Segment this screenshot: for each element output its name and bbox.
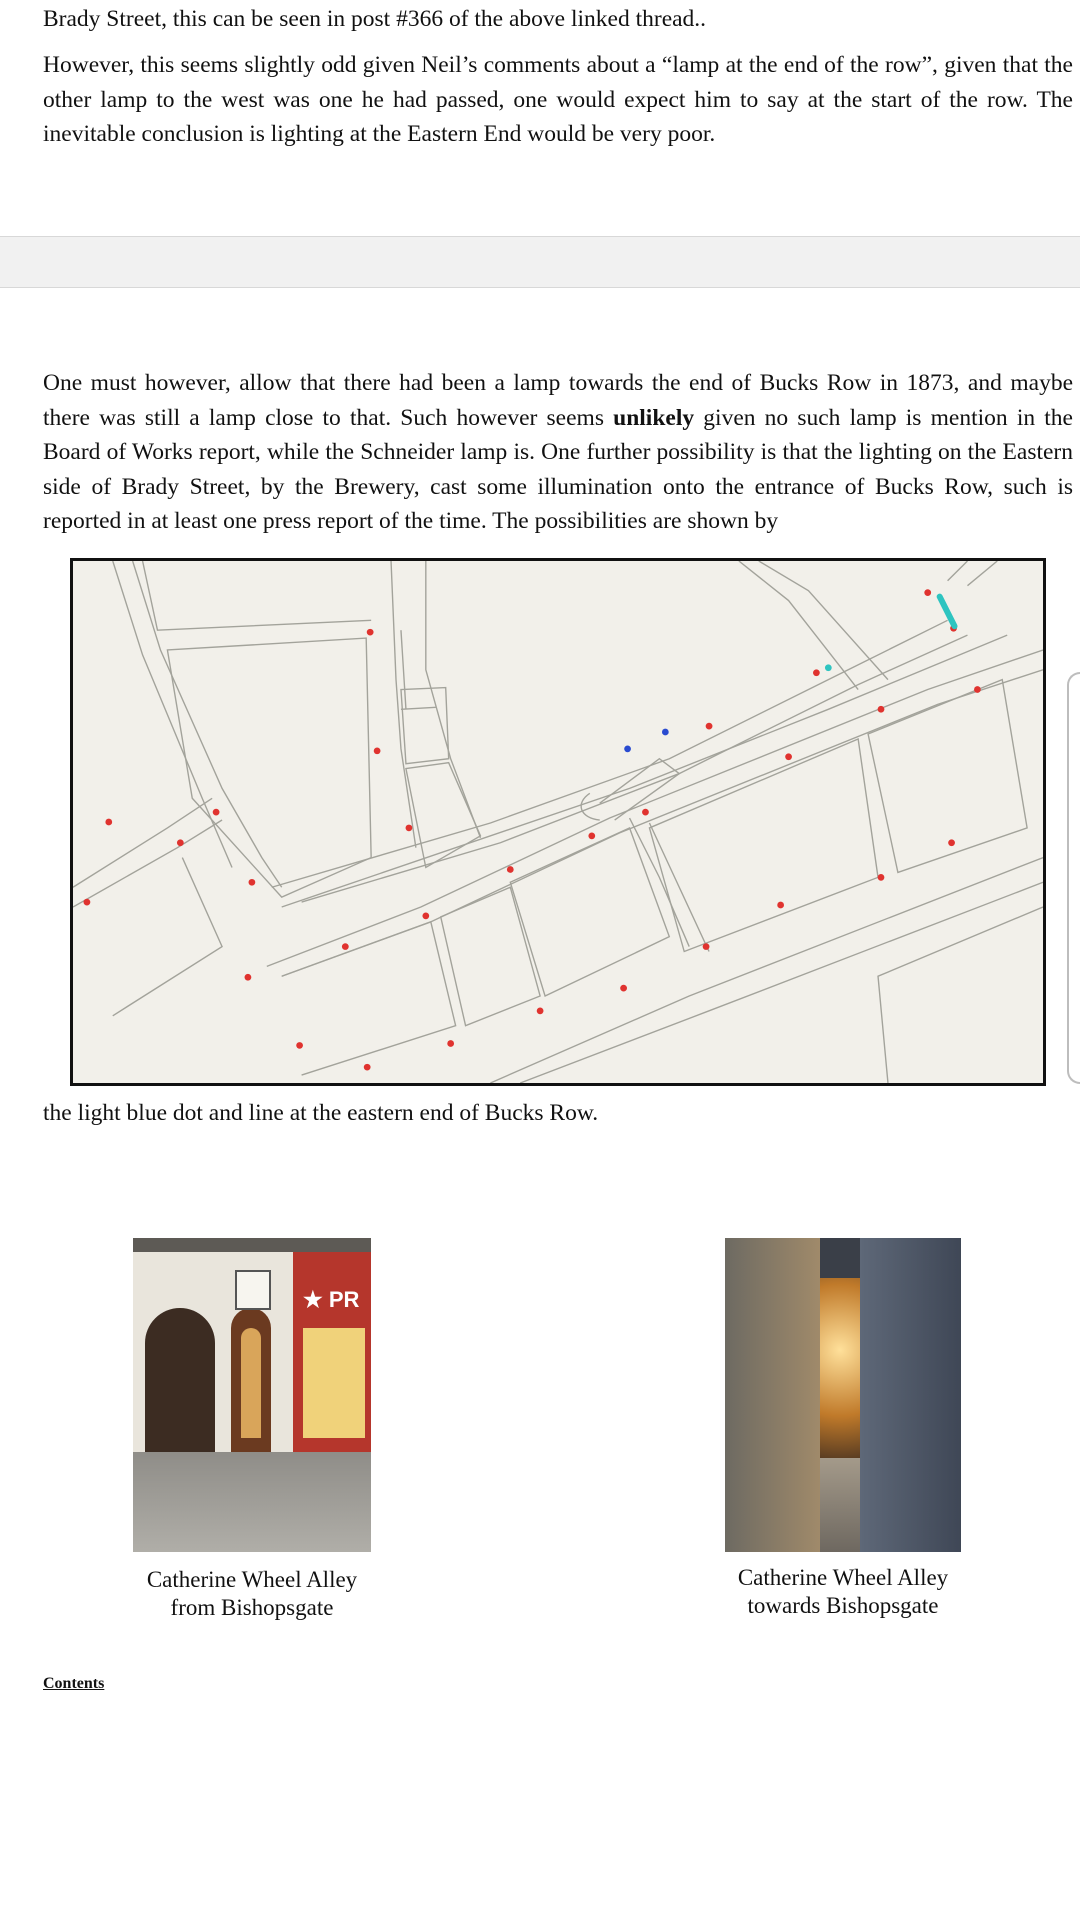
lamp-dot [703, 943, 710, 950]
light-blue-lamp [825, 597, 955, 672]
blue-lamp-markers [624, 729, 669, 753]
bucks-row-lamp-map [70, 558, 1046, 1086]
lamp-dot [785, 753, 792, 760]
emphasis-unlikely: unlikely [613, 404, 695, 431]
lamp-dot [447, 1040, 454, 1047]
lamp-dot [422, 913, 429, 920]
lamp-dot [507, 866, 514, 873]
lamp-dot [84, 899, 91, 906]
scroll-handle[interactable] [1067, 672, 1080, 1084]
page-current [0, 288, 1080, 1920]
caption-right [712, 1564, 974, 1620]
caption-left [120, 1566, 384, 1622]
lamp-dot [177, 839, 184, 846]
lamp-dot [213, 809, 220, 816]
page-separator [0, 237, 1080, 288]
map-drawing [73, 561, 1043, 1083]
lamp-dot [296, 1042, 303, 1049]
paragraph-possibilities [43, 366, 1073, 539]
contents-link[interactable]: Contents [43, 1675, 105, 1692]
lamp-dot [948, 839, 955, 846]
lamp-dot [406, 825, 413, 832]
lamp-dot-light-blue [825, 664, 832, 671]
lamp-dot-blue [662, 729, 669, 736]
lamp-dot [588, 832, 595, 839]
lamp-dot [878, 706, 885, 713]
lamp-dot [924, 589, 931, 596]
photo-alley-from-bishopsgate [133, 1238, 371, 1552]
lamp-dot [367, 629, 374, 636]
shop-sign-text: ★ PR [303, 1288, 360, 1312]
lamp-dot [105, 819, 112, 826]
map-streets [73, 561, 1043, 1083]
lamp-dot [342, 943, 349, 950]
caption-right-line2: towards Bishopsgate [747, 1593, 939, 1618]
page-previous [0, 0, 1080, 237]
paragraph-text-part2: given no such lamp is mention in the Board of Works report, while the Schneider lamp is. One further possibility is that the lighting on the Eastern side of Brady Street, by the Brewery, cast some illumination onto the entrance of Bucks Row, such is reported in at least one press report of the time. The possibilities are shown by [43, 404, 1073, 534]
lamp-dot [374, 747, 381, 754]
photo-alley-towards-bishopsgate [725, 1238, 961, 1552]
paragraph-text-part1: One must however, allow that there had been a lamp towards the end of Bucks Row in 1873, and maybe there was still a lamp close to that. Such however seems [43, 370, 1073, 431]
lamp-dot-blue [624, 745, 631, 752]
lamp-dot [974, 686, 981, 693]
light-blue-line [940, 597, 955, 627]
lamp-dot [706, 723, 713, 730]
paragraph-lamp-comment: However, this seems slightly odd given Neil’s comments about a “lamp at the end of the row”, given that the other lamp to the west was one he had passed, one would expect him to say at the start of the row. The inevitable conclusion is lighting at the Eastern End would be very poor. [43, 52, 1073, 147]
lamp-dot [245, 974, 252, 981]
lamp-dot [777, 902, 784, 909]
lamp-dot [813, 669, 820, 676]
caption-left-line1: Catherine Wheel Alley [146, 1567, 358, 1592]
paragraph-brady-street: Brady Street, this can be seen in post #366 of the above linked thread.. [43, 6, 707, 32]
caption-right-line1: Catherine Wheel Alley [737, 1565, 949, 1590]
paragraph-after-map: the light blue dot and line at the eastern end of Bucks Row. [43, 1100, 599, 1126]
lamp-dot [364, 1064, 371, 1071]
lamp-dot [878, 874, 885, 881]
lamp-dot [642, 809, 649, 816]
caption-left-line2: from Bishopsgate [170, 1595, 334, 1620]
lamp-dot [537, 1007, 544, 1014]
lamp-dot [620, 985, 627, 992]
lamp-dot [249, 879, 256, 886]
